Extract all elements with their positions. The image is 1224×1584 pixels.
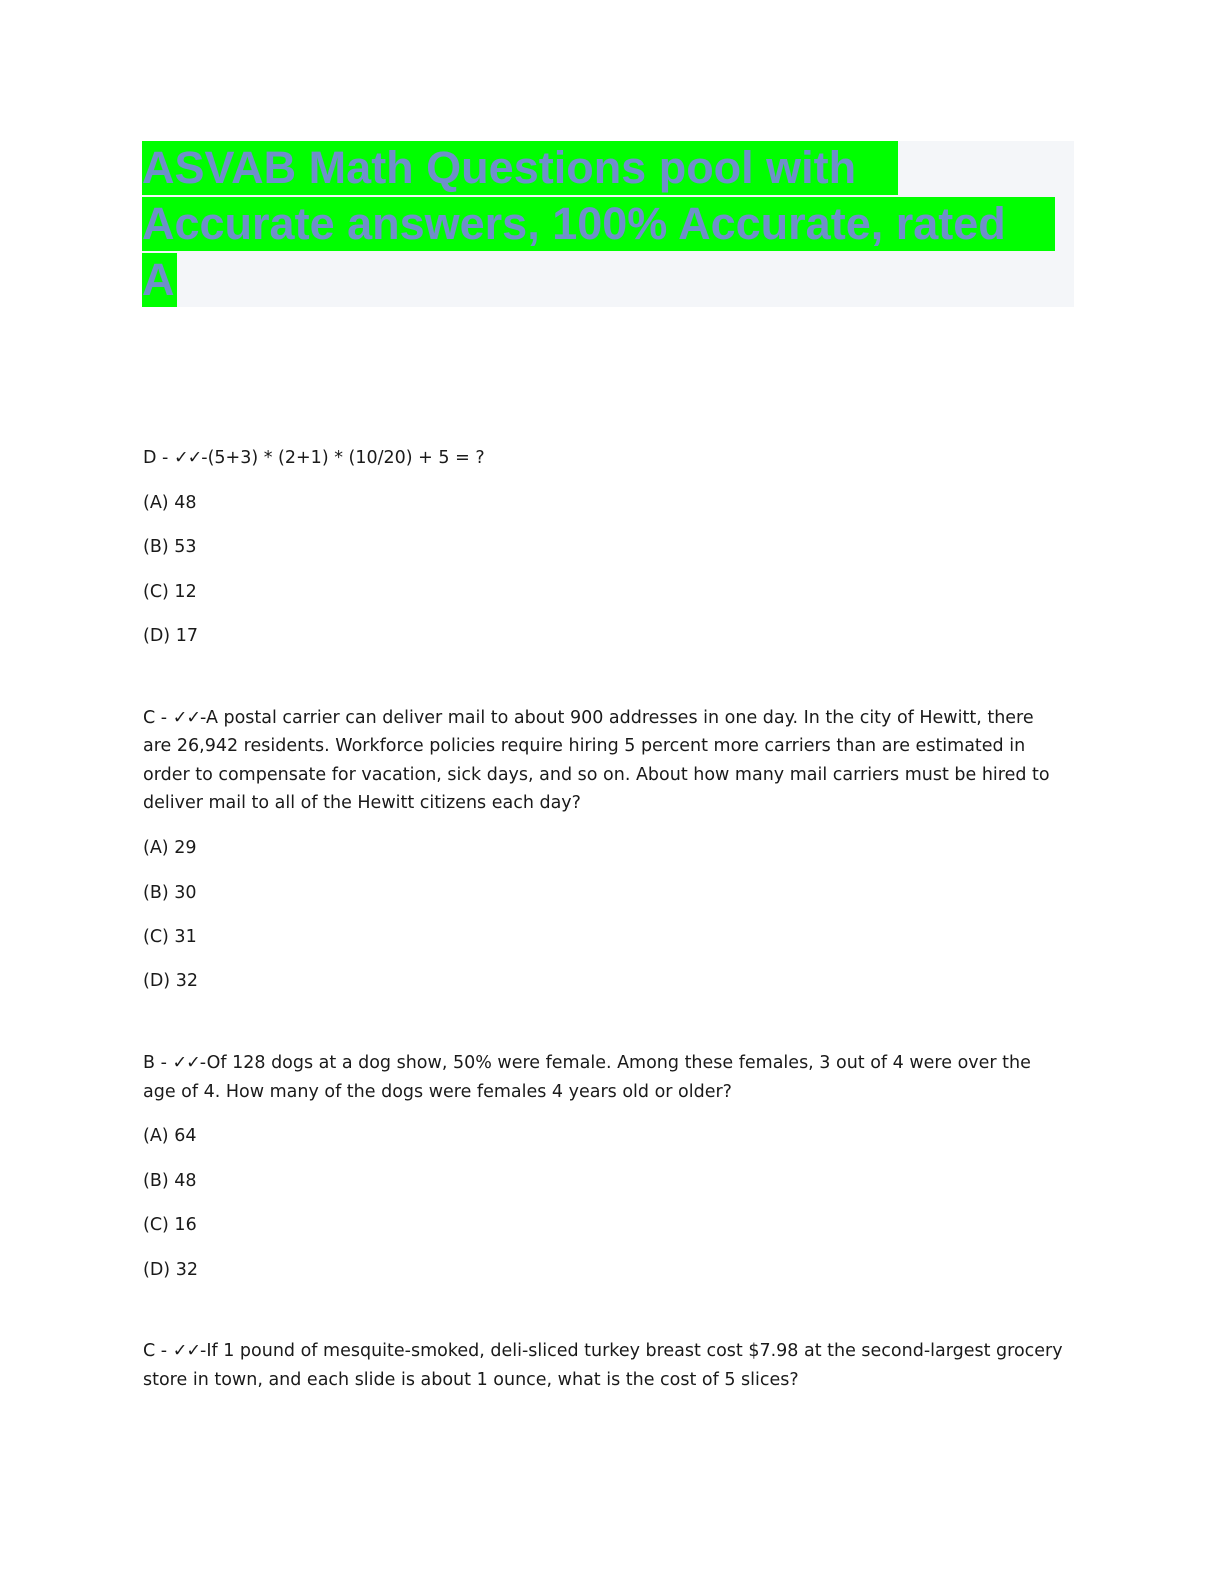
question-1 (143, 444, 1063, 651)
question-2 (143, 704, 1063, 996)
answer-key: C (143, 707, 156, 728)
answer-key: D (143, 448, 157, 468)
option-c: (C) 31 (143, 926, 197, 947)
question-list (143, 444, 1063, 1447)
question-1-text: D - ✓✓-(5+3) * (2+1) * (10/20) + 5 = ? (143, 448, 485, 468)
checkmark-icon: ✓✓ (172, 1053, 200, 1074)
option-b: (B) 53 (143, 537, 197, 558)
title-line-1: ASVAB Math Questions pool with (142, 141, 898, 195)
checkmark-icon: ✓✓ (172, 707, 201, 728)
option-c: (C) 12 (143, 581, 197, 602)
option-a: (A) 29 (143, 838, 197, 859)
option-b: (B) 48 (143, 1170, 197, 1191)
title-line-3: A (142, 253, 177, 307)
checkmark-icon: ✓✓ (173, 448, 202, 468)
question-3 (143, 1049, 1063, 1284)
question-2-text: C - ✓✓-A postal carrier can deliver mail to about 900 addresses in one day. In the city of Hewitt, there are 26,942 residents. Workforce policies require hiring 5 percent more carriers than are estimated in order to compensate for vacation, sick days, and so on. About how many mail carriers must be hired to deliver mail to all of the Hewitt citizens each day? (143, 707, 1050, 814)
option-a: (A) 48 (143, 492, 197, 513)
question-body: A postal carrier can deliver mail to about 900 addresses in one day. In the city of Hewitt, there are 26,942 residents. Workforce policies require hiring 5 percent more carriers than are estimated in order to compensate for vacation, sick days, and so on. About how many mail carriers must be hired to deliver mail to all of the Hewitt citizens each day? (143, 707, 1050, 814)
question-3-text: B - ✓✓-Of 128 dogs at a dog show, 50% were female. Among these females, 3 out of 4 were over the age of 4. How many of the dogs were females 4 years old or older? (143, 1053, 1031, 1102)
answer-key: B (143, 1053, 156, 1074)
document-title (142, 141, 1074, 307)
option-d: (D) 32 (143, 1259, 198, 1280)
checkmark-icon: ✓✓ (172, 1341, 201, 1362)
answer-key: C (143, 1341, 156, 1362)
title-line-2: Accurate answers, 100% Accurate, rated (142, 197, 1055, 251)
option-d: (D) 17 (143, 626, 198, 647)
question-body: If 1 pound of mesquite-smoked, deli-sliced turkey breast cost $7.98 at the second-largest grocery store in town, and each slide is about 1 ounce, what is the cost of 5 slices? (143, 1341, 1063, 1390)
question-4 (143, 1337, 1063, 1394)
question-body: (5+3) * (2+1) * (10/20) + 5 = ? (207, 448, 485, 468)
question-body: Of 128 dogs at a dog show, 50% were female. Among these females, 3 out of 4 were over the age of 4. How many of the dogs were females 4 years old or older? (143, 1053, 1031, 1102)
option-a: (A) 64 (143, 1126, 197, 1147)
option-b: (B) 30 (143, 882, 197, 903)
option-d: (D) 32 (143, 971, 198, 992)
question-4-text: C - ✓✓-If 1 pound of mesquite-smoked, deli-sliced turkey breast cost $7.98 at the second-largest grocery store in town, and each slide is about 1 ounce, what is the cost of 5 slices? (143, 1341, 1063, 1390)
option-c: (C) 16 (143, 1215, 197, 1236)
